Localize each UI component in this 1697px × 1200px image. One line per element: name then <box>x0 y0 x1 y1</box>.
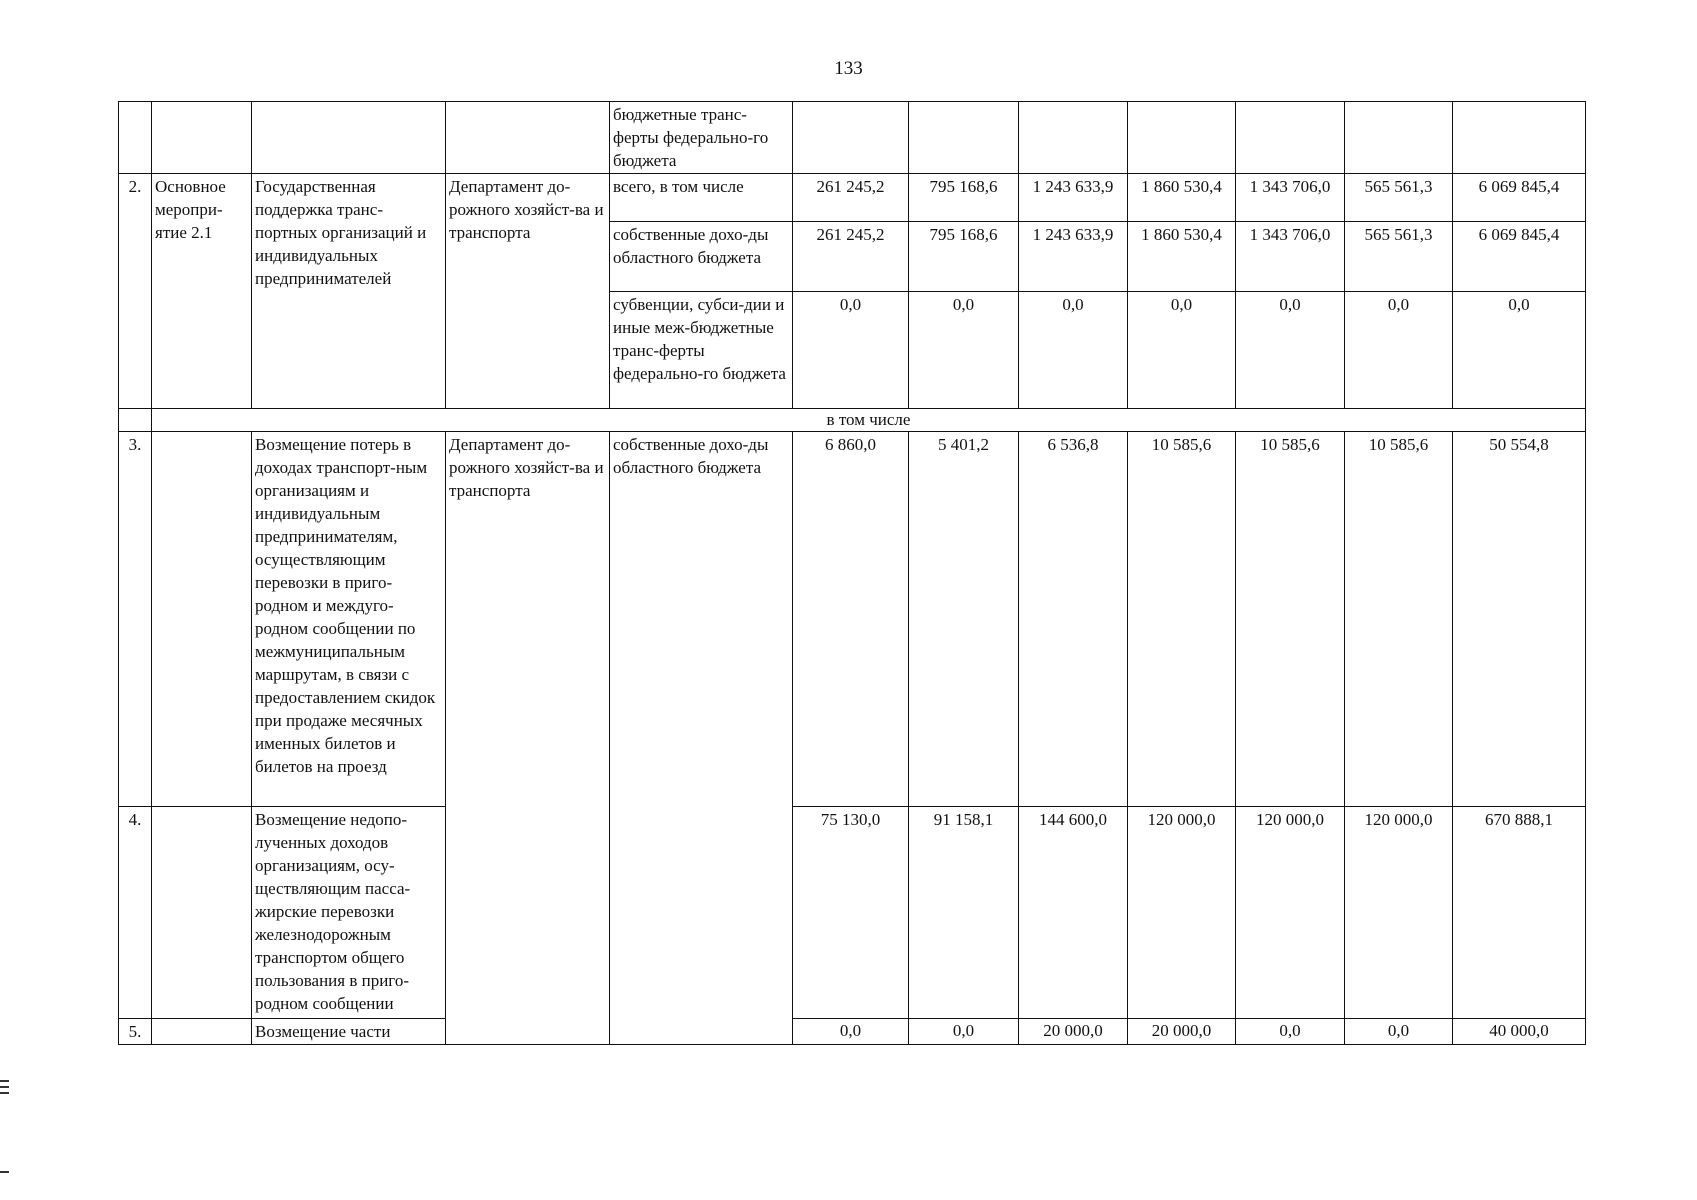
value-cell: 120 000,0 <box>1236 807 1345 1019</box>
row-number: 5. <box>119 1019 152 1045</box>
value-cell: 6 069 845,4 <box>1453 174 1586 222</box>
value-cell: 1 343 706,0 <box>1236 174 1345 222</box>
cell-empty <box>446 102 610 174</box>
table-row <box>119 1019 1586 1045</box>
row-number: 2. <box>119 174 152 409</box>
value-cell: 795 168,6 <box>909 222 1019 292</box>
table-row <box>119 174 1586 222</box>
cell-empty <box>1236 102 1345 174</box>
value-cell: 6 860,0 <box>793 432 909 807</box>
cell-empty <box>152 1019 252 1045</box>
measure-name-cell: Возмещение недопо-лученных доходов организациям, осу-ществляющим пасса-жирские перевозки железнодорожным транспортом общего пользования в приго-родном сообщении <box>252 807 446 1019</box>
value-cell: 670 888,1 <box>1453 807 1586 1019</box>
value-cell: 0,0 <box>1236 292 1345 409</box>
value-cell: 1 343 706,0 <box>1236 222 1345 292</box>
cell-empty <box>1345 102 1453 174</box>
table-row-continued <box>119 102 1586 174</box>
value-cell: 0,0 <box>1345 1019 1453 1045</box>
cell-empty <box>1453 102 1586 174</box>
value-cell: 0,0 <box>1128 292 1236 409</box>
value-cell: 75 130,0 <box>793 807 909 1019</box>
value-cell: 1 243 633,9 <box>1019 174 1128 222</box>
scan-mark <box>0 1171 9 1173</box>
value-cell: 120 000,0 <box>1345 807 1453 1019</box>
value-cell: 1 860 530,4 <box>1128 174 1236 222</box>
value-cell: 0,0 <box>793 1019 909 1045</box>
table-row <box>119 432 1586 807</box>
cell-empty <box>119 102 152 174</box>
value-cell: 10 585,6 <box>1345 432 1453 807</box>
cell-empty <box>252 102 446 174</box>
value-cell: 0,0 <box>1019 292 1128 409</box>
budget-table <box>118 101 1586 1045</box>
value-cell: 10 585,6 <box>1128 432 1236 807</box>
row-number: 3. <box>119 432 152 807</box>
value-cell: 261 245,2 <box>793 174 909 222</box>
measure-name-cell: Государственная поддержка транс-портных организаций и индивидуальных предпринимателей <box>252 174 446 409</box>
scan-mark <box>0 1086 9 1088</box>
table-row <box>119 807 1586 1019</box>
value-cell: 20 000,0 <box>1019 1019 1128 1045</box>
value-cell: 120 000,0 <box>1128 807 1236 1019</box>
measure-name-cell: Возмещение потерь в доходах транспорт-ным организациям и индивидуальным предпринимателям, осуществляющим перевозки в приго-родном и междуго-родном сообщении по межмуниципальным маршрутам, в связи с предоставлением скидок при продаже месячных именных билетов и билетов на проезд <box>252 432 446 807</box>
funding-source-cell: всего, в том числе <box>610 174 793 222</box>
funding-source-cell: собственные дохо-ды областного бюджета <box>610 432 793 1045</box>
value-cell: 795 168,6 <box>909 174 1019 222</box>
value-cell: 50 554,8 <box>1453 432 1586 807</box>
page-number: 133 <box>834 58 863 79</box>
subheader-label: в том числе <box>152 409 1586 432</box>
measure-name-cell: Возмещение части <box>252 1019 446 1045</box>
value-cell: 20 000,0 <box>1128 1019 1236 1045</box>
funding-source-cell: бюджетные транс-ферты федерально-го бюджета <box>610 102 793 174</box>
table-subheader-row <box>119 409 1586 432</box>
value-cell: 1 860 530,4 <box>1128 222 1236 292</box>
cell-empty <box>1019 102 1128 174</box>
executor-cell: Департамент до-рожного хозяйст-ва и транспорта <box>446 174 610 409</box>
value-cell: 1 243 633,9 <box>1019 222 1128 292</box>
value-cell: 0,0 <box>909 292 1019 409</box>
scan-mark <box>0 1092 9 1094</box>
value-cell: 0,0 <box>909 1019 1019 1045</box>
cell-empty <box>793 102 909 174</box>
funding-source-cell: собственные дохо-ды областного бюджета <box>610 222 793 292</box>
value-cell: 6 069 845,4 <box>1453 222 1586 292</box>
scan-mark <box>0 1080 9 1082</box>
cell-empty <box>152 432 252 807</box>
funding-source-cell: субвенции, субси-дии и иные меж-бюджетные транс-ферты федерально-го бюджета <box>610 292 793 409</box>
row-number: 4. <box>119 807 152 1019</box>
value-cell: 565 561,3 <box>1345 222 1453 292</box>
value-cell: 0,0 <box>1453 292 1586 409</box>
value-cell: 10 585,6 <box>1236 432 1345 807</box>
cell-empty <box>1128 102 1236 174</box>
value-cell: 40 000,0 <box>1453 1019 1586 1045</box>
value-cell: 261 245,2 <box>793 222 909 292</box>
value-cell: 6 536,8 <box>1019 432 1128 807</box>
value-cell: 0,0 <box>1345 292 1453 409</box>
value-cell: 5 401,2 <box>909 432 1019 807</box>
value-cell: 144 600,0 <box>1019 807 1128 1019</box>
cell-empty <box>152 102 252 174</box>
cell-empty <box>909 102 1019 174</box>
cell-empty <box>152 807 252 1019</box>
value-cell: 91 158,1 <box>909 807 1019 1019</box>
value-cell: 0,0 <box>1236 1019 1345 1045</box>
executor-cell: Департамент до-рожного хозяйст-ва и транспорта <box>446 432 610 1045</box>
measure-type-cell: Основное меропри-ятие 2.1 <box>152 174 252 409</box>
value-cell: 565 561,3 <box>1345 174 1453 222</box>
value-cell: 0,0 <box>793 292 909 409</box>
cell-empty <box>119 409 152 432</box>
